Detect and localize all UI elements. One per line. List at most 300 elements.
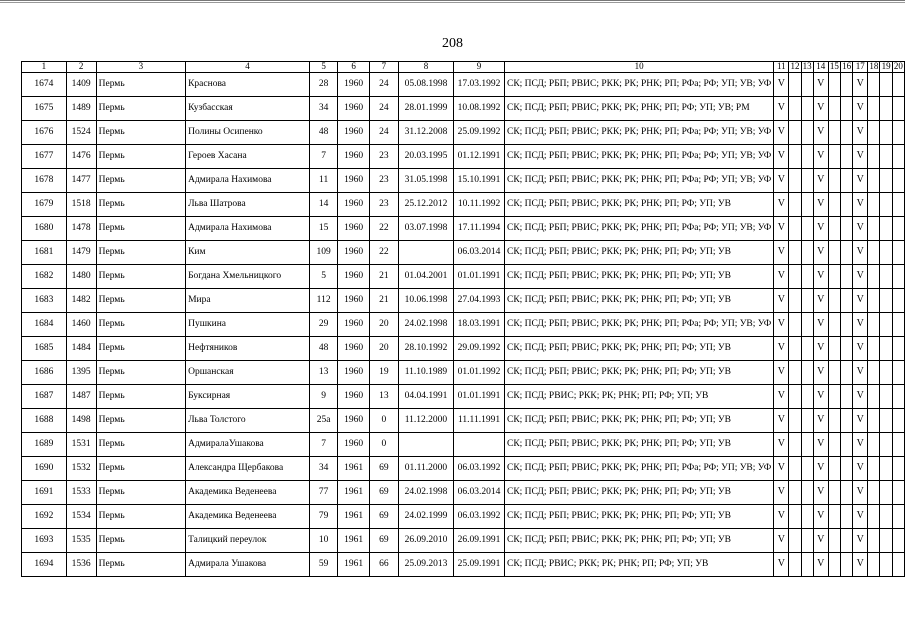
- col7-cell: 13: [369, 385, 398, 409]
- mark-cell-16: [841, 169, 853, 193]
- mark-cell-13: [801, 457, 813, 481]
- mark-cell-15: [828, 217, 840, 241]
- mark-cell-13: [801, 481, 813, 505]
- record-id: 1479: [66, 241, 96, 265]
- city-cell: Пермь: [96, 529, 185, 553]
- mark-cell-12: [789, 241, 801, 265]
- row-number: 1675: [22, 97, 67, 121]
- date2-cell: 25.09.1991: [454, 553, 505, 577]
- page-number: 208: [442, 36, 463, 51]
- record-id: 1409: [66, 73, 96, 97]
- components-cell: СК; ПСД; РБП; РВИС; РКК; РК; РНК; РП; РФ; УП; УВ: [505, 265, 774, 289]
- column-header: 3: [96, 62, 185, 73]
- house-cell: 11: [309, 169, 338, 193]
- mark-cell-14: V: [813, 553, 828, 577]
- city-cell: Пермь: [96, 505, 185, 529]
- row-number: 1692: [22, 505, 67, 529]
- components-cell: СК; ПСД; РВИС; РКК; РК; РНК; РП; РФ; УП; УВ: [505, 553, 774, 577]
- mark-cell-13: [801, 409, 813, 433]
- mark-cell-13: [801, 553, 813, 577]
- row-number: 1676: [22, 121, 67, 145]
- table-row: [22, 265, 905, 289]
- street-cell: Адмирала Ушакова: [186, 553, 310, 577]
- mark-cell-11: V: [774, 145, 789, 169]
- mark-cell-16: [841, 193, 853, 217]
- date2-cell: 06.03.2014: [454, 241, 505, 265]
- house-cell: 15: [309, 217, 338, 241]
- mark-cell-17: V: [853, 145, 868, 169]
- col7-cell: 22: [369, 217, 398, 241]
- mark-cell-19: [880, 481, 892, 505]
- mark-cell-14: V: [813, 457, 828, 481]
- column-header: 13: [802, 61, 812, 72]
- mark-cell-13: [801, 337, 813, 361]
- col7-cell: 21: [369, 265, 398, 289]
- date1-cell: 31.05.1998: [398, 169, 453, 193]
- table-row: [22, 97, 905, 121]
- mark-cell-11: V: [774, 337, 789, 361]
- street-cell: Полины Осипенко: [186, 121, 310, 145]
- date2-cell: 17.03.1992: [454, 73, 505, 97]
- date1-cell: 28.01.1999: [398, 97, 453, 121]
- mark-cell-15: [828, 553, 840, 577]
- mark-cell-15: [828, 361, 840, 385]
- mark-cell-11: V: [774, 505, 789, 529]
- mark-cell-18: [868, 553, 880, 577]
- house-cell: 112: [309, 289, 338, 313]
- col7-cell: 22: [369, 241, 398, 265]
- mark-cell-20: [892, 193, 904, 217]
- record-id: 1534: [66, 505, 96, 529]
- mark-cell-20: [892, 121, 904, 145]
- mark-cell-11: V: [774, 241, 789, 265]
- mark-cell-20: [892, 385, 904, 409]
- header-row: [22, 62, 905, 73]
- components-cell: СК; ПСД; РБП; РВИС; РКК; РК; РНК; РП; РФа; РФ; УП; УВ; УФ: [505, 217, 774, 241]
- year-cell: 1960: [338, 169, 369, 193]
- mark-cell-18: [868, 241, 880, 265]
- mark-cell-13: [801, 217, 813, 241]
- mark-cell-16: [841, 457, 853, 481]
- mark-cell-14: V: [813, 193, 828, 217]
- house-cell: 13: [309, 361, 338, 385]
- house-cell: 59: [309, 553, 338, 577]
- components-cell: СК; ПСД; РБП; РВИС; РКК; РК; РНК; РП; РФ; УП; УВ: [505, 481, 774, 505]
- city-cell: Пермь: [96, 361, 185, 385]
- mark-cell-12: [789, 505, 801, 529]
- mark-cell-13: [801, 385, 813, 409]
- mark-cell-19: [880, 121, 892, 145]
- mark-cell-18: [868, 169, 880, 193]
- mark-cell-15: [828, 193, 840, 217]
- column-header: 20: [893, 61, 903, 72]
- street-cell: Оршанская: [186, 361, 310, 385]
- row-number: 1686: [22, 361, 67, 385]
- street-cell: Буксирная: [186, 385, 310, 409]
- year-cell: 1960: [338, 361, 369, 385]
- mark-cell-14: V: [813, 361, 828, 385]
- components-cell: СК; ПСД; РБП; РВИС; РКК; РК; РНК; РП; РФа; РФ; УП; УВ; УФ: [505, 169, 774, 193]
- mark-cell-13: [801, 121, 813, 145]
- street-cell: Александра Щербакова: [186, 457, 310, 481]
- mark-cell-15: [828, 385, 840, 409]
- mark-cell-13: [801, 361, 813, 385]
- mark-cell-15: [828, 433, 840, 457]
- street-cell: Льва Толстого: [186, 409, 310, 433]
- city-cell: Пермь: [96, 97, 185, 121]
- mark-cell-20: [892, 265, 904, 289]
- mark-cell-13: [801, 313, 813, 337]
- row-number: 1678: [22, 169, 67, 193]
- date1-cell: 24.02.1998: [398, 313, 453, 337]
- city-cell: Пермь: [96, 169, 185, 193]
- mark-cell-19: [880, 505, 892, 529]
- city-cell: Пермь: [96, 217, 185, 241]
- mark-cell-12: [789, 433, 801, 457]
- col7-cell: 24: [369, 97, 398, 121]
- column-header: 4: [186, 62, 310, 73]
- mark-cell-16: [841, 385, 853, 409]
- mark-cell-16: [841, 217, 853, 241]
- city-cell: Пермь: [96, 241, 185, 265]
- city-cell: Пермь: [96, 121, 185, 145]
- mark-cell-12: [789, 337, 801, 361]
- house-cell: 5: [309, 265, 338, 289]
- table-row: [22, 505, 905, 529]
- mark-cell-12: [789, 193, 801, 217]
- mark-cell-11: V: [774, 289, 789, 313]
- mark-cell-16: [841, 265, 853, 289]
- components-cell: СК; ПСД; РБП; РВИС; РКК; РК; РНК; РП; РФ; УП; УВ: [505, 409, 774, 433]
- year-cell: 1961: [338, 505, 369, 529]
- mark-cell-19: [880, 73, 892, 97]
- mark-cell-19: [880, 169, 892, 193]
- row-number: 1687: [22, 385, 67, 409]
- col7-cell: 69: [369, 505, 398, 529]
- year-cell: 1961: [338, 529, 369, 553]
- mark-cell-12: [789, 385, 801, 409]
- city-cell: Пермь: [96, 337, 185, 361]
- record-id: 1477: [66, 169, 96, 193]
- record-id: 1498: [66, 409, 96, 433]
- mark-cell-16: [841, 433, 853, 457]
- date2-cell: 26.09.1991: [454, 529, 505, 553]
- mark-cell-18: [868, 457, 880, 481]
- mark-cell-20: [892, 457, 904, 481]
- mark-cell-20: [892, 433, 904, 457]
- mark-cell-19: [880, 97, 892, 121]
- mark-cell-19: [880, 385, 892, 409]
- house-cell: 25а: [309, 409, 338, 433]
- mark-cell-14: V: [813, 385, 828, 409]
- street-cell: Мира: [186, 289, 310, 313]
- mark-cell-15: [828, 289, 840, 313]
- record-id: 1476: [66, 145, 96, 169]
- year-cell: 1960: [338, 433, 369, 457]
- mark-cell-17: V: [853, 241, 868, 265]
- mark-cell-20: [892, 169, 904, 193]
- mark-cell-11: V: [774, 313, 789, 337]
- column-header: 15: [829, 61, 839, 72]
- mark-cell-15: [828, 169, 840, 193]
- col7-cell: 66: [369, 553, 398, 577]
- record-id: 1533: [66, 481, 96, 505]
- mark-cell-18: [868, 313, 880, 337]
- street-cell: Льва Шатрова: [186, 193, 310, 217]
- mark-cell-11: V: [774, 73, 789, 97]
- mark-cell-20: [892, 289, 904, 313]
- date2-cell: 06.03.1992: [454, 457, 505, 481]
- house-cell: 29: [309, 313, 338, 337]
- mark-cell-13: [801, 73, 813, 97]
- date1-cell: 26.09.2010: [398, 529, 453, 553]
- column-header: 6: [338, 62, 369, 73]
- year-cell: 1960: [338, 97, 369, 121]
- row-number: 1681: [22, 241, 67, 265]
- record-id: 1482: [66, 289, 96, 313]
- col7-cell: 0: [369, 409, 398, 433]
- col7-cell: 19: [369, 361, 398, 385]
- house-cell: 34: [309, 457, 338, 481]
- mark-cell-14: V: [813, 529, 828, 553]
- city-cell: Пермь: [96, 553, 185, 577]
- mark-cell-11: V: [774, 361, 789, 385]
- mark-cell-17: V: [853, 409, 868, 433]
- date1-cell: 24.02.1999: [398, 505, 453, 529]
- mark-cell-14: V: [813, 289, 828, 313]
- mark-cell-19: [880, 529, 892, 553]
- mark-cell-16: [841, 505, 853, 529]
- mark-cell-16: [841, 361, 853, 385]
- components-cell: СК; ПСД; РБП; РВИС; РКК; РК; РНК; РП; РФа; РФ; УП; УВ; УФ: [505, 121, 774, 145]
- record-id: 1395: [66, 361, 96, 385]
- city-cell: Пермь: [96, 145, 185, 169]
- mark-cell-18: [868, 193, 880, 217]
- record-id: 1524: [66, 121, 96, 145]
- table-row: [22, 217, 905, 241]
- components-cell: СК; ПСД; РБП; РВИС; РКК; РК; РНК; РП; РФ; УП; УВ: [505, 433, 774, 457]
- mark-cell-11: V: [774, 553, 789, 577]
- mark-cell-11: V: [774, 169, 789, 193]
- mark-cell-16: [841, 241, 853, 265]
- street-cell: Талицкий переулок: [186, 529, 310, 553]
- column-header: 10: [505, 62, 774, 73]
- mark-cell-15: [828, 313, 840, 337]
- mark-cell-12: [789, 529, 801, 553]
- year-cell: 1961: [338, 457, 369, 481]
- mark-cell-16: [841, 289, 853, 313]
- column-header: 8: [398, 62, 453, 73]
- column-header: 14: [813, 62, 828, 73]
- mark-cell-17: V: [853, 265, 868, 289]
- components-cell: СК; ПСД; РБП; РВИС; РКК; РК; РНК; РП; РФ; УП; УВ: [505, 505, 774, 529]
- mark-cell-16: [841, 145, 853, 169]
- year-cell: 1960: [338, 337, 369, 361]
- date2-cell: 29.09.1992: [454, 337, 505, 361]
- register-table: [21, 61, 905, 577]
- mark-cell-11: V: [774, 121, 789, 145]
- row-number: 1680: [22, 217, 67, 241]
- year-cell: 1960: [338, 289, 369, 313]
- mark-cell-20: [892, 409, 904, 433]
- house-cell: 109: [309, 241, 338, 265]
- row-number: 1690: [22, 457, 67, 481]
- table-row: [22, 193, 905, 217]
- street-cell: Пушкина: [186, 313, 310, 337]
- mark-cell-17: V: [853, 337, 868, 361]
- mark-cell-19: [880, 313, 892, 337]
- mark-cell-17: V: [853, 433, 868, 457]
- top-rule: [0, 0, 905, 3]
- date2-cell: 18.03.1991: [454, 313, 505, 337]
- city-cell: Пермь: [96, 313, 185, 337]
- mark-cell-20: [892, 481, 904, 505]
- mark-cell-18: [868, 481, 880, 505]
- mark-cell-18: [868, 409, 880, 433]
- row-number: 1689: [22, 433, 67, 457]
- street-cell: Богдана Хмельницкого: [186, 265, 310, 289]
- year-cell: 1960: [338, 409, 369, 433]
- table-row: [22, 361, 905, 385]
- street-cell: Академика Веденеева: [186, 505, 310, 529]
- date2-cell: 17.11.1994: [454, 217, 505, 241]
- house-cell: 48: [309, 337, 338, 361]
- col7-cell: 69: [369, 457, 398, 481]
- mark-cell-17: V: [853, 217, 868, 241]
- date1-cell: 25.12.2012: [398, 193, 453, 217]
- house-cell: 7: [309, 433, 338, 457]
- street-cell: Нефтяников: [186, 337, 310, 361]
- table-row: [22, 289, 905, 313]
- mark-cell-20: [892, 505, 904, 529]
- mark-cell-19: [880, 145, 892, 169]
- mark-cell-11: V: [774, 481, 789, 505]
- mark-cell-18: [868, 505, 880, 529]
- mark-cell-19: [880, 265, 892, 289]
- mark-cell-17: V: [853, 529, 868, 553]
- year-cell: 1960: [338, 193, 369, 217]
- mark-cell-16: [841, 97, 853, 121]
- mark-cell-19: [880, 361, 892, 385]
- mark-cell-13: [801, 145, 813, 169]
- table-row: [22, 385, 905, 409]
- mark-cell-15: [828, 145, 840, 169]
- mark-cell-12: [789, 361, 801, 385]
- mark-cell-14: V: [813, 481, 828, 505]
- record-id: 1489: [66, 97, 96, 121]
- date1-cell: 03.07.1998: [398, 217, 453, 241]
- mark-cell-19: [880, 289, 892, 313]
- mark-cell-18: [868, 433, 880, 457]
- row-number: 1677: [22, 145, 67, 169]
- mark-cell-19: [880, 457, 892, 481]
- date1-cell: 24.02.1998: [398, 481, 453, 505]
- mark-cell-18: [868, 337, 880, 361]
- mark-cell-12: [789, 169, 801, 193]
- col7-cell: 24: [369, 73, 398, 97]
- components-cell: СК; ПСД; РБП; РВИС; РКК; РК; РНК; РП; РФ; УП; УВ: [505, 193, 774, 217]
- mark-cell-13: [801, 193, 813, 217]
- date2-cell: 06.03.1992: [454, 505, 505, 529]
- mark-cell-12: [789, 145, 801, 169]
- mark-cell-15: [828, 97, 840, 121]
- date2-cell: 10.08.1992: [454, 97, 505, 121]
- table-row: [22, 145, 905, 169]
- mark-cell-13: [801, 169, 813, 193]
- mark-cell-17: V: [853, 505, 868, 529]
- mark-cell-12: [789, 289, 801, 313]
- row-number: 1693: [22, 529, 67, 553]
- row-number: 1691: [22, 481, 67, 505]
- mark-cell-15: [828, 265, 840, 289]
- col7-cell: 0: [369, 433, 398, 457]
- mark-cell-19: [880, 241, 892, 265]
- column-header: 19: [881, 61, 891, 72]
- mark-cell-17: V: [853, 361, 868, 385]
- components-cell: СК; ПСД; РБП; РВИС; РКК; РК; РНК; РП; РФа; РФ; УП; УВ; УФ: [505, 73, 774, 97]
- mark-cell-20: [892, 337, 904, 361]
- record-id: 1531: [66, 433, 96, 457]
- mark-cell-11: V: [774, 265, 789, 289]
- mark-cell-19: [880, 553, 892, 577]
- table-body: [22, 73, 905, 577]
- street-cell: АдмиралаУшакова: [186, 433, 310, 457]
- year-cell: 1960: [338, 241, 369, 265]
- mark-cell-15: [828, 409, 840, 433]
- mark-cell-14: V: [813, 217, 828, 241]
- date2-cell: 10.11.1992: [454, 193, 505, 217]
- col7-cell: 20: [369, 313, 398, 337]
- row-number: 1684: [22, 313, 67, 337]
- mark-cell-19: [880, 337, 892, 361]
- col7-cell: 69: [369, 481, 398, 505]
- record-id: 1487: [66, 385, 96, 409]
- city-cell: Пермь: [96, 73, 185, 97]
- components-cell: СК; ПСД; РБП; РВИС; РКК; РК; РНК; РП; РФ; УП; УВ: [505, 337, 774, 361]
- date1-cell: 10.06.1998: [398, 289, 453, 313]
- mark-cell-11: V: [774, 97, 789, 121]
- column-header: 1: [22, 62, 67, 73]
- column-header: 7: [369, 62, 398, 73]
- mark-cell-13: [801, 433, 813, 457]
- table-row: [22, 481, 905, 505]
- mark-cell-12: [789, 409, 801, 433]
- record-id: 1518: [66, 193, 96, 217]
- date1-cell: [398, 433, 453, 457]
- year-cell: 1961: [338, 553, 369, 577]
- mark-cell-11: V: [774, 217, 789, 241]
- column-header: 5: [309, 62, 338, 73]
- mark-cell-20: [892, 241, 904, 265]
- mark-cell-12: [789, 265, 801, 289]
- mark-cell-13: [801, 97, 813, 121]
- city-cell: Пермь: [96, 265, 185, 289]
- mark-cell-13: [801, 505, 813, 529]
- mark-cell-14: V: [813, 265, 828, 289]
- mark-cell-14: V: [813, 241, 828, 265]
- mark-cell-17: V: [853, 553, 868, 577]
- components-cell: СК; ПСД; РБП; РВИС; РКК; РК; РНК; РП; РФ; УП; УВ: [505, 289, 774, 313]
- mark-cell-14: V: [813, 313, 828, 337]
- date2-cell: 27.04.1993: [454, 289, 505, 313]
- mark-cell-11: V: [774, 409, 789, 433]
- column-header: 18: [869, 61, 879, 72]
- col7-cell: 20: [369, 337, 398, 361]
- year-cell: 1961: [338, 481, 369, 505]
- mark-cell-15: [828, 241, 840, 265]
- col7-cell: 69: [369, 529, 398, 553]
- mark-cell-18: [868, 97, 880, 121]
